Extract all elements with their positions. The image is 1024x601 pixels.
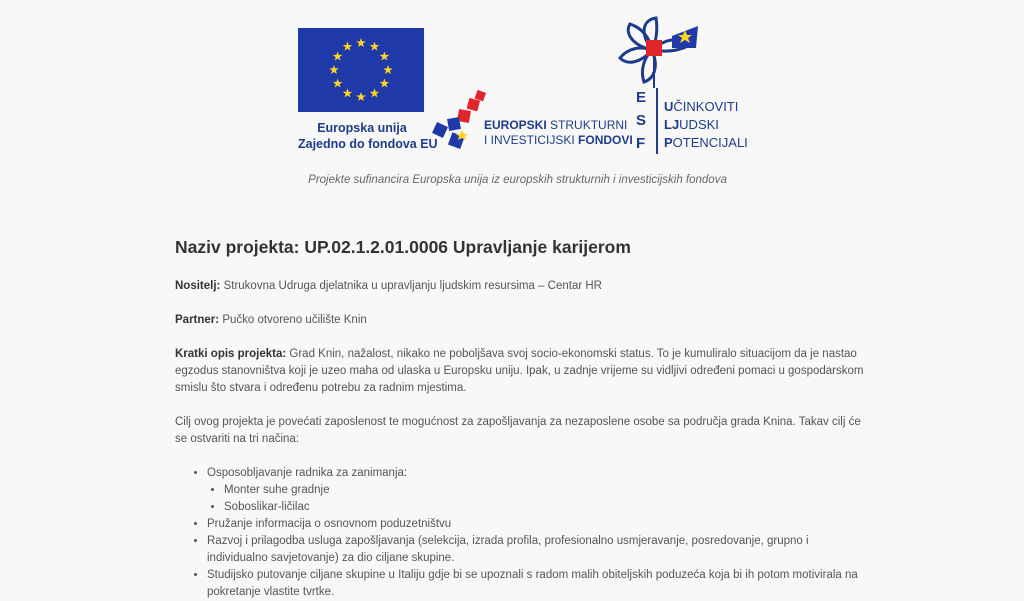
list-item-text: Osposobljavanje radnika za zanimanja: [207, 467, 408, 479]
list-item: • Razvoj i prilagodba usluga zapošljavanja (selekcija, izrada profila, profesionalno usmjeravanje, posredovanje, grupno i individualno savjetovanje) za dio ciljane skupine. [207, 533, 865, 567]
approach-list [175, 465, 865, 601]
esf-letter-e: E [636, 89, 647, 106]
esf-word3-rest: OTENCIJALI [672, 135, 748, 150]
list-item: • Pružanje informacija o osnovnom poduzetništvu [207, 516, 865, 533]
list-item: • Studijsko putovanje ciljane skupine u Italiju gdje bi se upoznali s radom malih obiteljskih poduzeća koja bi ih potom motivirala na pokretanje vlastite tvrtke. [207, 567, 865, 601]
esif-line2-rest: I INVESTICIJSKI [484, 133, 579, 147]
project-content [175, 234, 865, 601]
logo-caption: Projekte sufinancira Europska unija iz europskih strukturnih i investicijskih fondova [308, 174, 727, 186]
esf-word2-rest: UDSKI [679, 117, 719, 132]
eu-logo [298, 28, 438, 152]
description-paragraph [175, 346, 865, 397]
eu-logo-line1: Europska unija [317, 121, 407, 135]
esf-letters [636, 86, 646, 155]
esf-word2-first: LJ [664, 117, 680, 132]
esf-word1-rest: ČINKOVITI [673, 99, 739, 114]
holder-label: Nositelj: [175, 280, 221, 292]
holder-paragraph [175, 278, 865, 295]
esf-divider [656, 88, 658, 154]
description-label: Kratki opis projekta: [175, 348, 287, 360]
occupation-sublist [207, 482, 865, 516]
sublist-item: • Monter suhe gradnje [224, 482, 865, 499]
eu-flag-icon [298, 28, 424, 112]
esf-word1-first: U [664, 99, 674, 114]
esif-line1-rest: STRUKTURNI [546, 118, 628, 132]
windmill-icon [612, 16, 712, 88]
project-title: Naziv projekta: UP.02.1.2.01.0006 Upravljanje karijerom [175, 237, 631, 257]
partner-label: Partner: [175, 314, 220, 326]
list-item [207, 465, 865, 516]
esf-word3-first: P [664, 135, 673, 150]
esf-logo [612, 16, 762, 156]
esif-logo [432, 88, 633, 150]
partner-paragraph [175, 312, 865, 329]
eu-logo-text [298, 120, 438, 152]
sublist-item: • Soboslikar-ličilac [224, 499, 865, 516]
eu-logo-line2: Zajedno do fondova EU [298, 137, 438, 151]
logo-banner [0, 0, 1024, 186]
esf-letter-f: F [636, 135, 646, 152]
esif-line2-bold: FONDOVI [578, 133, 633, 147]
esif-line1-bold: EUROPSKI [484, 118, 547, 132]
description-value: Grad Knin, nažalost, nikako ne poboljšava svoj socio-ekonomski status. To je kumuliralo situacijom da je nastao egzodus stanovništva koji je uzeo maha od ulaska u Europsku uniju. Ipak, u zadnje vrijeme su vidljivi određeni pomaci u gospodarskom smislu što stvara i određenu potrebu za radnim mjestima. [175, 348, 864, 394]
partner-value: Pučko otvoreno učilište Knin [222, 314, 367, 326]
goal-paragraph: Cilj ovog projekta je povećati zaposlenost te mogućnost za zapošljavanja za nezaposlene osobe sa područja grada Knina. Takav cilj će se ostvariti na tri načina: [175, 416, 861, 445]
esf-letter-s: S [636, 112, 647, 129]
esif-logo-text [484, 118, 633, 148]
esif-squares-icon [432, 88, 492, 150]
esf-words [664, 98, 748, 152]
holder-value: Strukovna Udruga djelatnika u upravljanju ljudskim resursima – Centar HR [223, 280, 602, 292]
